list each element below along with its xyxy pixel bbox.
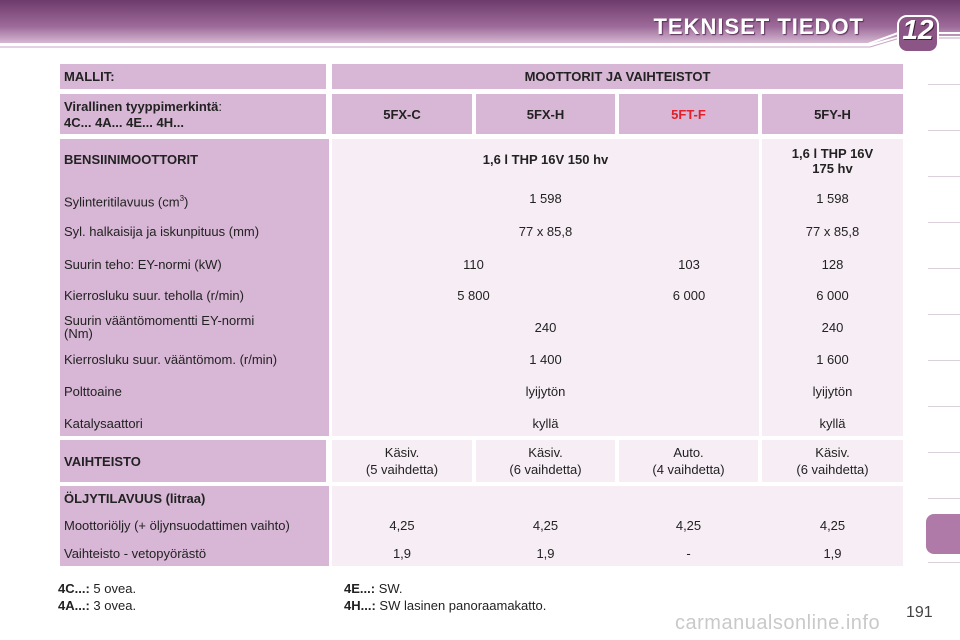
oil-value: 1,9	[392, 546, 412, 561]
spec-label: Syl. halkaisija ja iskunpituus (mm)	[64, 224, 260, 239]
chapter-number: 12	[902, 14, 934, 45]
spec-label: Sylinteritilavuus $(cm^3)$	[64, 194, 189, 210]
oil-value: 4,25	[389, 518, 415, 533]
engine-a-name: 1,6 l THP 16V 150 hv	[482, 152, 609, 167]
spec-value: 240	[821, 320, 844, 335]
spec-label: Katalysaattori	[64, 416, 143, 431]
gearbox-value: Auto. (4 vaihdetta)	[619, 440, 758, 482]
engines-gearboxes-header: MOOTTORIT JA VAIHTEISTOT	[332, 64, 903, 89]
spec-value: 1 598	[529, 191, 562, 206]
spec-value: 6 000	[816, 288, 849, 303]
type-code: 5FX-C	[332, 94, 472, 134]
spec-value: 103	[678, 257, 700, 272]
footnote: 4H...: SW lasinen panoraamakatto.	[344, 598, 547, 613]
type-designation-label: Virallinen tyyppimerkintä	[64, 99, 219, 114]
spec-value: 128	[821, 257, 844, 272]
footnote: 4A...: 3 ovea.	[58, 598, 137, 613]
spec-value: lyijytön	[525, 384, 566, 399]
oil-value: 1,9	[536, 546, 555, 561]
gearbox-value: Käsiv. (6 vaihdetta)	[762, 440, 903, 482]
engine-b-name: 1,6 l THP 16V 175 hv	[791, 146, 874, 176]
spec-value: 77 x 85,8	[518, 224, 573, 239]
watermark: carmanualsonline.info	[675, 612, 881, 634]
oil-value: 1,9	[823, 546, 842, 561]
spec-value: 1 600	[816, 352, 849, 367]
oil-value: -	[686, 546, 691, 561]
oil-value: 4,25	[819, 518, 846, 533]
type-code: 5FY-H	[762, 94, 903, 134]
chapter-tab-active[interactable]	[926, 514, 960, 554]
page-title: TEKNISET TIEDOT	[653, 14, 864, 39]
spec-value: 110	[463, 257, 484, 272]
petrol-section-label: BENSIINIMOOTTORIT	[64, 152, 199, 167]
oil-section-label: ÖLJYTILAVUUS (litraa)	[64, 491, 206, 506]
spec-value: kyllä	[819, 416, 846, 431]
spec-label: Suurin teho: EY-normi (kW)	[64, 257, 222, 272]
page-number: 191	[906, 604, 933, 621]
gearbox-value: Käsiv. (6 vaihdetta)	[476, 440, 615, 482]
spec-label: Suurin vääntömomentti EY-normi (Nm)	[64, 313, 255, 341]
oil-gearbox-label: Vaihteisto - vetopyörästö	[64, 546, 207, 561]
spec-label: Polttoaine	[64, 384, 122, 399]
type-code-highlighted: 5FT-F	[619, 94, 758, 134]
chapter-tabs	[928, 70, 960, 575]
spec-value: 240	[534, 320, 557, 335]
models-label: MALLIT:	[60, 64, 326, 89]
oil-engine-label: Moottoriöljy (+ öljynsuodattimen vaihto)	[64, 518, 290, 533]
gearbox-label: VAIHTEISTO	[60, 440, 326, 482]
spec-value: 1 400	[529, 352, 562, 367]
footnote: 4E...: SW.	[344, 581, 403, 596]
gearbox-value: Käsiv. (5 vaihdetta)	[332, 440, 472, 482]
type-designation-models: 4C... 4A... 4E... 4H...	[64, 115, 184, 130]
spec-value: 5 800	[457, 288, 490, 303]
spec-label: Kierrosluku suur. vääntömom. (r/min)	[64, 352, 278, 367]
type-code: 5FX-H	[476, 94, 615, 134]
spec-value: kyllä	[532, 416, 559, 431]
spec-label: Kierrosluku suur. teholla (r/min)	[64, 288, 244, 303]
spec-value: 6 000	[672, 288, 706, 303]
oil-value: 4,25	[532, 518, 559, 533]
spec-value: lyijytön	[812, 384, 853, 399]
spec-value: 1 598	[816, 191, 849, 206]
spec-value: 77 x 85,8	[805, 224, 860, 239]
footnote: 4C...: 5 ovea.	[58, 581, 137, 596]
type-designation: Virallinen tyyppimerkintä: 4C... 4A... 4E... 4H...	[60, 94, 326, 134]
oil-value: 4,25	[675, 518, 702, 533]
